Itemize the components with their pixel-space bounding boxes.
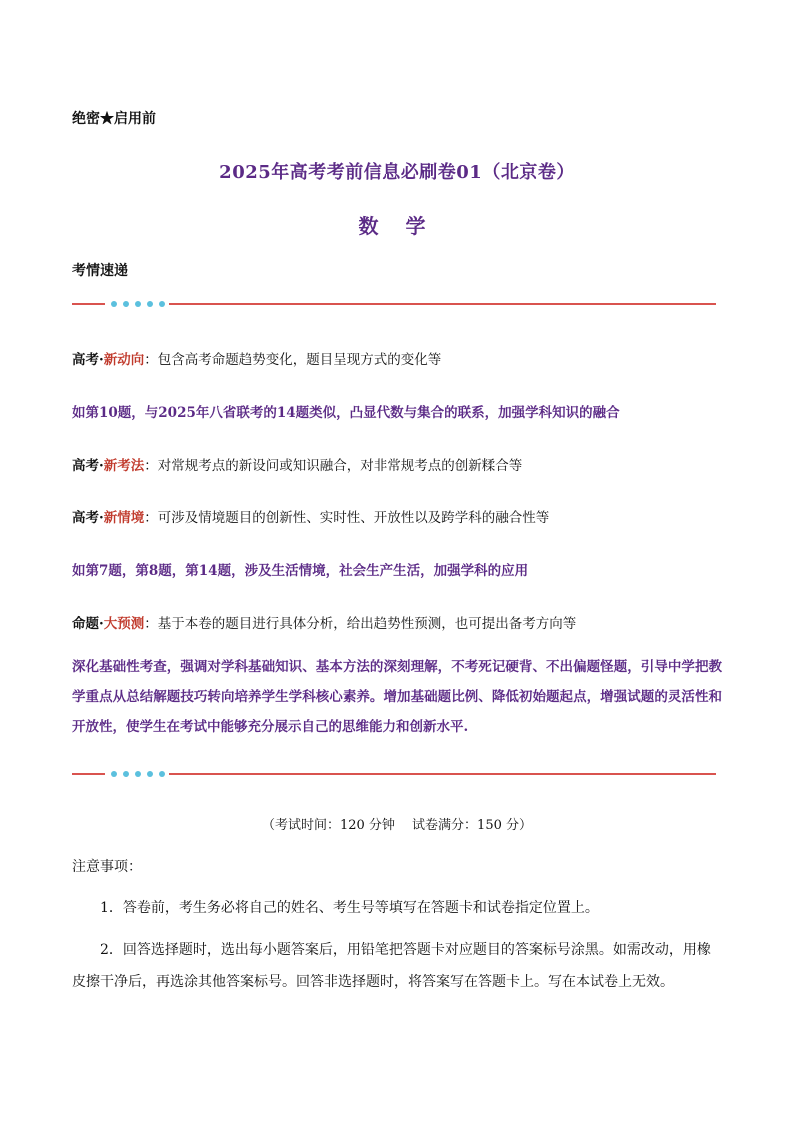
dot-icon bbox=[147, 771, 153, 777]
secret-mark: 绝密★启用前 bbox=[72, 111, 156, 127]
exam-time-info: （考试时间：120 分钟 试卷满分：150 分） bbox=[261, 818, 533, 833]
info-note-q7-q8-q14: 如第7题，第8题，第14题，涉及生活情境，社会生产生活，加强学科的应用 bbox=[72, 563, 529, 579]
notice-item: 1．答卷前，考生务必将自己的姓名、考生号等填写在答题卡和试卷指定位置上。 bbox=[100, 900, 599, 916]
row-highlight: 新情境 bbox=[103, 510, 145, 526]
prediction-paragraph: 深化基础性考查，强调对学科基础知识、基本方法的深刻理解，不考死记硬背、不出偏题怪题，引导中学把教学重点从总结解题技巧转向培养学生学科核心素养。增加基础题比例、降低初始题起点，增强试题的灵活性和开放性，使学生在考试中能够充分展示自己的思维能力和创新水平. bbox=[72, 659, 722, 735]
info-row-new-trend bbox=[72, 348, 441, 368]
row-text: ：对常规考点的新设问或知识融合，对非常规考点的创新糅合等 bbox=[144, 458, 523, 474]
decorative-divider-bottom bbox=[72, 769, 716, 779]
row-highlight: 大预测 bbox=[103, 616, 145, 632]
exam-title: 2025年高考考前信息必刷卷01（北京卷） bbox=[219, 162, 575, 183]
row-prefix: 高考· bbox=[72, 352, 104, 368]
row-highlight: 新动向 bbox=[103, 352, 145, 368]
dot-icon bbox=[159, 301, 165, 307]
dot-icon bbox=[123, 301, 129, 307]
info-row-new-method bbox=[72, 454, 522, 474]
row-text: ：基于本卷的题目进行具体分析，给出趋势性预测，也可提出备考方向等 bbox=[144, 616, 577, 632]
section-title: 考情速递 bbox=[72, 263, 128, 279]
dot-icon bbox=[123, 771, 129, 777]
row-prefix: 高考· bbox=[72, 458, 104, 474]
info-note-q10: 如第10题，与2025年八省联考的14题类似，凸显代数与集合的联系，加强学科知识的融合 bbox=[72, 405, 620, 421]
dot-icon bbox=[147, 301, 153, 307]
decorative-divider-top bbox=[72, 299, 716, 309]
subject-title: 数 学 bbox=[358, 214, 436, 238]
dot-icon bbox=[159, 771, 165, 777]
dot-icon bbox=[111, 771, 117, 777]
notice-item: 2．回答选择题时，选出每小题答案后，用铅笔把答题卡对应题目的答案标号涂黑。如需改动，用橡皮擦干净后，再选涂其他答案标号。回答非选择题时，将答案写在答题卡上。写在本试卷上无效。 bbox=[72, 942, 711, 990]
row-prefix: 高考· bbox=[72, 510, 104, 526]
row-text: ：包含高考命题趋势变化，题目呈现方式的变化等 bbox=[144, 352, 442, 368]
info-row-prediction bbox=[72, 612, 576, 632]
row-highlight: 新考法 bbox=[103, 458, 145, 474]
notice-title: 注意事项： bbox=[72, 859, 142, 875]
dot-icon bbox=[111, 301, 117, 307]
dot-icon bbox=[135, 301, 141, 307]
dot-icon bbox=[135, 771, 141, 777]
info-row-new-context bbox=[72, 506, 549, 526]
row-prefix: 命题· bbox=[72, 616, 104, 632]
row-text: ：可涉及情境题目的创新性、实时性、开放性以及跨学科的融合性等 bbox=[144, 510, 550, 526]
